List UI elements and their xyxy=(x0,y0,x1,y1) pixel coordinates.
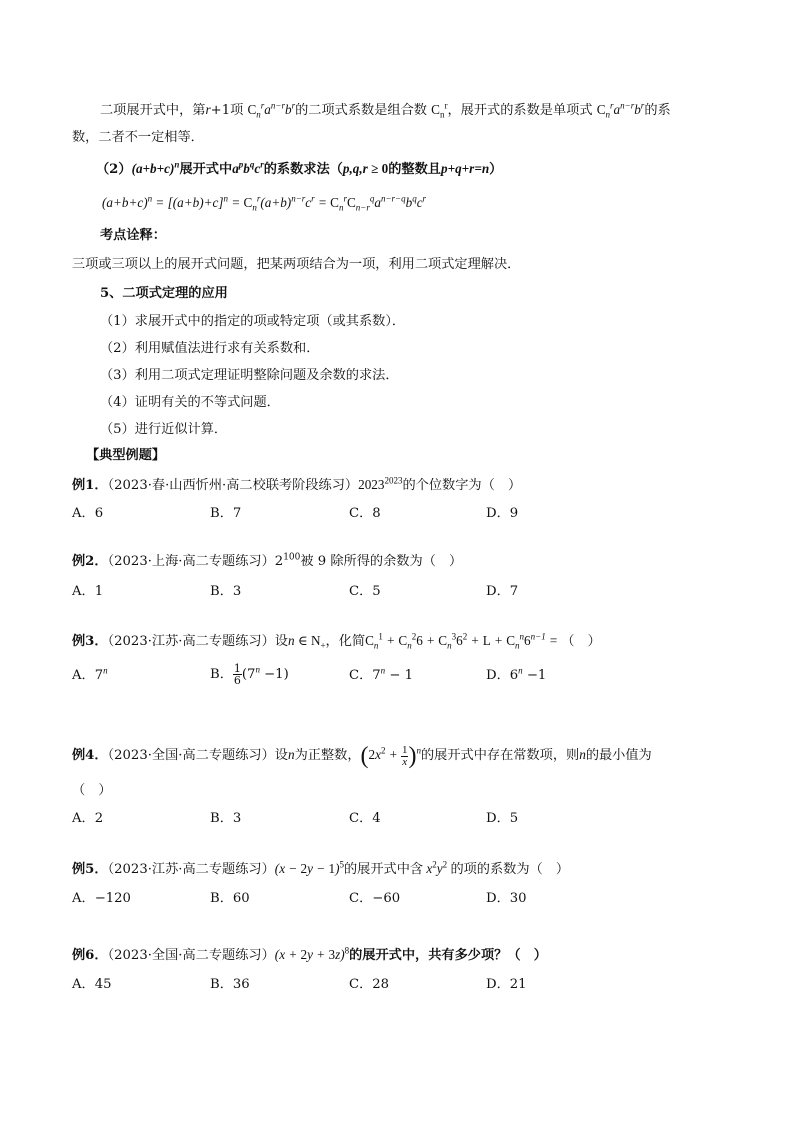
example-4-formula-n: n xyxy=(287,747,295,763)
example-3-option-b[interactable] xyxy=(210,663,289,686)
example-1-option-d[interactable]: D．9 xyxy=(486,506,519,521)
intro-text-1a: 二项展开式中，第 xyxy=(100,103,206,118)
example-3-option-d[interactable] xyxy=(486,667,546,685)
example-6-option-a[interactable]: A．45 xyxy=(72,977,112,992)
example-6-text: 的展开式中，共有多少项？（ ） xyxy=(349,948,547,963)
example-2-question xyxy=(72,553,462,571)
example-3-option-d-formula: $6^n -1$ xyxy=(509,665,547,683)
formula-trinomial: $(a+b+c)^n$ xyxy=(131,159,180,176)
section-2-text-d: ） xyxy=(489,162,503,177)
trinomial-expansion-formula: $(a+b+c)^n = [(a+b)+c]^n = C_n^r(a+b)^{n-r}c^r = C_n^rC_{n-r}^qa^{n-r-q}b^qc^r$ xyxy=(102,193,427,213)
section-2-text-a: 展开式中 xyxy=(179,162,233,177)
example-5-option-d[interactable]: D．30 xyxy=(486,891,527,906)
example-3-option-c-label: C． xyxy=(349,668,373,683)
intro-text-1d: ，展开式的系数是单项式 xyxy=(447,103,593,118)
formula-pqr-sum: p+q+r=n xyxy=(440,161,490,176)
example-2-option-b[interactable]: B．3 xyxy=(210,584,242,599)
formula-monomial: $C_n^ra^{n-r}b^r$ xyxy=(596,100,645,120)
example-4-question xyxy=(72,740,652,772)
example-3-option-b-label: B． xyxy=(210,667,233,682)
intro-line-2 xyxy=(72,129,204,147)
example-3-question xyxy=(72,632,601,651)
example-5-formula-term: $x^2y^2$ xyxy=(423,859,448,876)
example-6-option-b[interactable]: B．36 xyxy=(210,977,250,992)
example-5-text-b: 的项的系数为（ ） xyxy=(450,862,570,877)
example-5-label: 例5． xyxy=(72,862,108,877)
section-2-heading xyxy=(96,160,502,179)
example-3-option-a-formula: 7$^n$ xyxy=(94,665,108,683)
example-1-question xyxy=(72,476,521,495)
example-1-option-b[interactable]: B．7 xyxy=(210,506,242,521)
section-5-title: 5、二项式定理的应用 xyxy=(100,286,228,301)
example-1-label: 例1． xyxy=(72,478,108,493)
example-1-formula: $2023^{2023}$ xyxy=(358,475,403,492)
section-5-item-2: （2）利用赋值法进行求有关系数和． xyxy=(100,341,320,356)
section-2-text-b: 的系数求法（ xyxy=(263,162,343,177)
section-5-item-1: （1）求展开式中的指定的项或特定项（或其系数）． xyxy=(100,314,406,329)
intro-text-1c: 的二项式系数是组合数 xyxy=(295,103,427,118)
example-3-option-b-formula: $(7^n -1)$ xyxy=(241,664,289,682)
example-3-text-b: ，化简 xyxy=(325,634,366,649)
example-4-formula-binomial: ($2x^2$ + $\frac{1}{x}$ )$^n$ xyxy=(360,743,421,769)
example-5-option-c[interactable]: C．−60 xyxy=(349,891,401,906)
example-4-option-a[interactable]: A．2 xyxy=(72,811,104,826)
section-5-item-3: （3）利用二项式定理证明整除问题及余数的求法． xyxy=(100,368,399,383)
example-3-option-d-label: D． xyxy=(486,668,510,683)
exam-point-title: 考点诠释： xyxy=(100,228,166,243)
example-3-option-a[interactable] xyxy=(72,667,108,685)
example-4-text-c: 的展开式中存在常数项，则 xyxy=(420,748,580,764)
example-4-text-d: 的最小值为 xyxy=(585,748,652,764)
formula-pqr-condition: p,q,r ≥ 0 xyxy=(342,161,389,176)
example-4-formula-n2: n xyxy=(579,747,586,763)
example-2-source: （2023·上海·高二专题练习） xyxy=(107,554,275,569)
example-3-text-a: 设 xyxy=(274,634,288,649)
example-3-text-c: （ ） xyxy=(561,634,601,649)
section-5-item-5: （5）进行近似计算． xyxy=(100,422,228,437)
example-6-option-d[interactable]: D．21 xyxy=(486,977,527,992)
example-1-source: （2023·春·山西忻州·高二校联考阶段练习） xyxy=(107,478,359,493)
example-4-bracket: （ ） xyxy=(72,783,112,798)
example-3-formula-n: n ∈ $N_+$ xyxy=(287,633,326,651)
intro-text-1b: 项 xyxy=(230,103,244,118)
example-1-text: 的个位数字为（ ） xyxy=(402,478,522,493)
example-6-label: 例6． xyxy=(72,948,108,963)
example-6-source: （2023·全国·高二专题练习） xyxy=(107,948,275,963)
intro-text-1f: 数，二者不一定相等． xyxy=(72,130,204,145)
example-1-option-c[interactable]: C．8 xyxy=(349,506,381,521)
example-2-option-a[interactable]: A．1 xyxy=(72,584,104,599)
example-2-text: 被 9 除所得的余数为（ ） xyxy=(300,554,463,569)
exam-point-text: 三项或三项以上的展开式问题，把某两项结合为一项，利用二项式定理解决． xyxy=(72,257,521,272)
example-3-label: 例3． xyxy=(72,634,108,649)
section-2-number: （2） xyxy=(96,162,132,177)
examples-title: 【典型例题】 xyxy=(86,448,166,463)
formula-term-index: r xyxy=(205,102,211,117)
example-5-text-a: 的展开式中含 xyxy=(344,862,424,877)
example-2-option-c[interactable]: C．5 xyxy=(349,584,381,599)
example-5-option-b[interactable]: B．60 xyxy=(210,891,250,906)
example-5-source: （2023·江苏·高二专题练习） xyxy=(107,862,275,877)
example-6-question xyxy=(72,946,547,965)
example-4-label: 例4． xyxy=(72,748,108,764)
example-6-option-c[interactable]: C．28 xyxy=(349,977,390,992)
example-2-option-d[interactable]: D．7 xyxy=(486,584,519,599)
example-3-option-c[interactable] xyxy=(349,667,413,685)
section-2-text-c: 的整数且 xyxy=(388,162,441,177)
formula-apbqcr: $a^pb^qc^r$ xyxy=(232,159,264,176)
example-3-formula-sum: $C_n^1 + C_n^26 + C_n^36^2 + L + C_n^n6^{n-1}$ = xyxy=(365,631,562,651)
example-1-option-a[interactable]: A．6 xyxy=(72,506,104,521)
example-3-option-a-label: A． xyxy=(72,668,95,683)
example-4-text-a: 设 xyxy=(274,748,288,764)
example-5-option-a[interactable]: A．−120 xyxy=(72,891,131,906)
example-3-option-c-formula: $7^n - 1$ xyxy=(372,665,413,683)
section-5-item-4: （4）证明有关的不等式问题． xyxy=(100,395,280,410)
formula-combination: $C_n^r$ xyxy=(431,100,448,120)
example-3-option-b-fraction: $\frac{1}{6}$ xyxy=(233,662,241,687)
intro-text-1e: 的系 xyxy=(644,103,671,118)
example-4-source: （2023·全国·高二专题练习） xyxy=(107,748,275,764)
example-5-formula: $(x - 2y - 1)^5$ xyxy=(274,859,344,876)
example-4-option-d[interactable]: D．5 xyxy=(486,811,519,826)
example-5-question xyxy=(72,860,569,879)
intro-line-1: 二项展开式中，第r+1项 $C_n^ra^{n-r}b^r$的二项式系数是组合数 $C_n^r$，展开式的系数是单项式 $C_n^ra^{n-r}b^r$的系 xyxy=(100,100,671,120)
example-3-source: （2023·江苏·高二专题练习） xyxy=(107,634,275,649)
example-4-option-b[interactable]: B．3 xyxy=(210,811,242,826)
example-4-text-b: 为正整数， xyxy=(294,748,361,764)
formula-general-term: $C_n^ra^{n-r}b^r$ xyxy=(247,100,296,120)
example-2-label: 例2． xyxy=(72,554,108,569)
example-4-option-c[interactable]: C．4 xyxy=(349,811,381,826)
example-2-formula: $2^{100}$ xyxy=(274,552,301,569)
example-6-formula: $(x + 2y + 3z)^8$ xyxy=(274,945,350,962)
